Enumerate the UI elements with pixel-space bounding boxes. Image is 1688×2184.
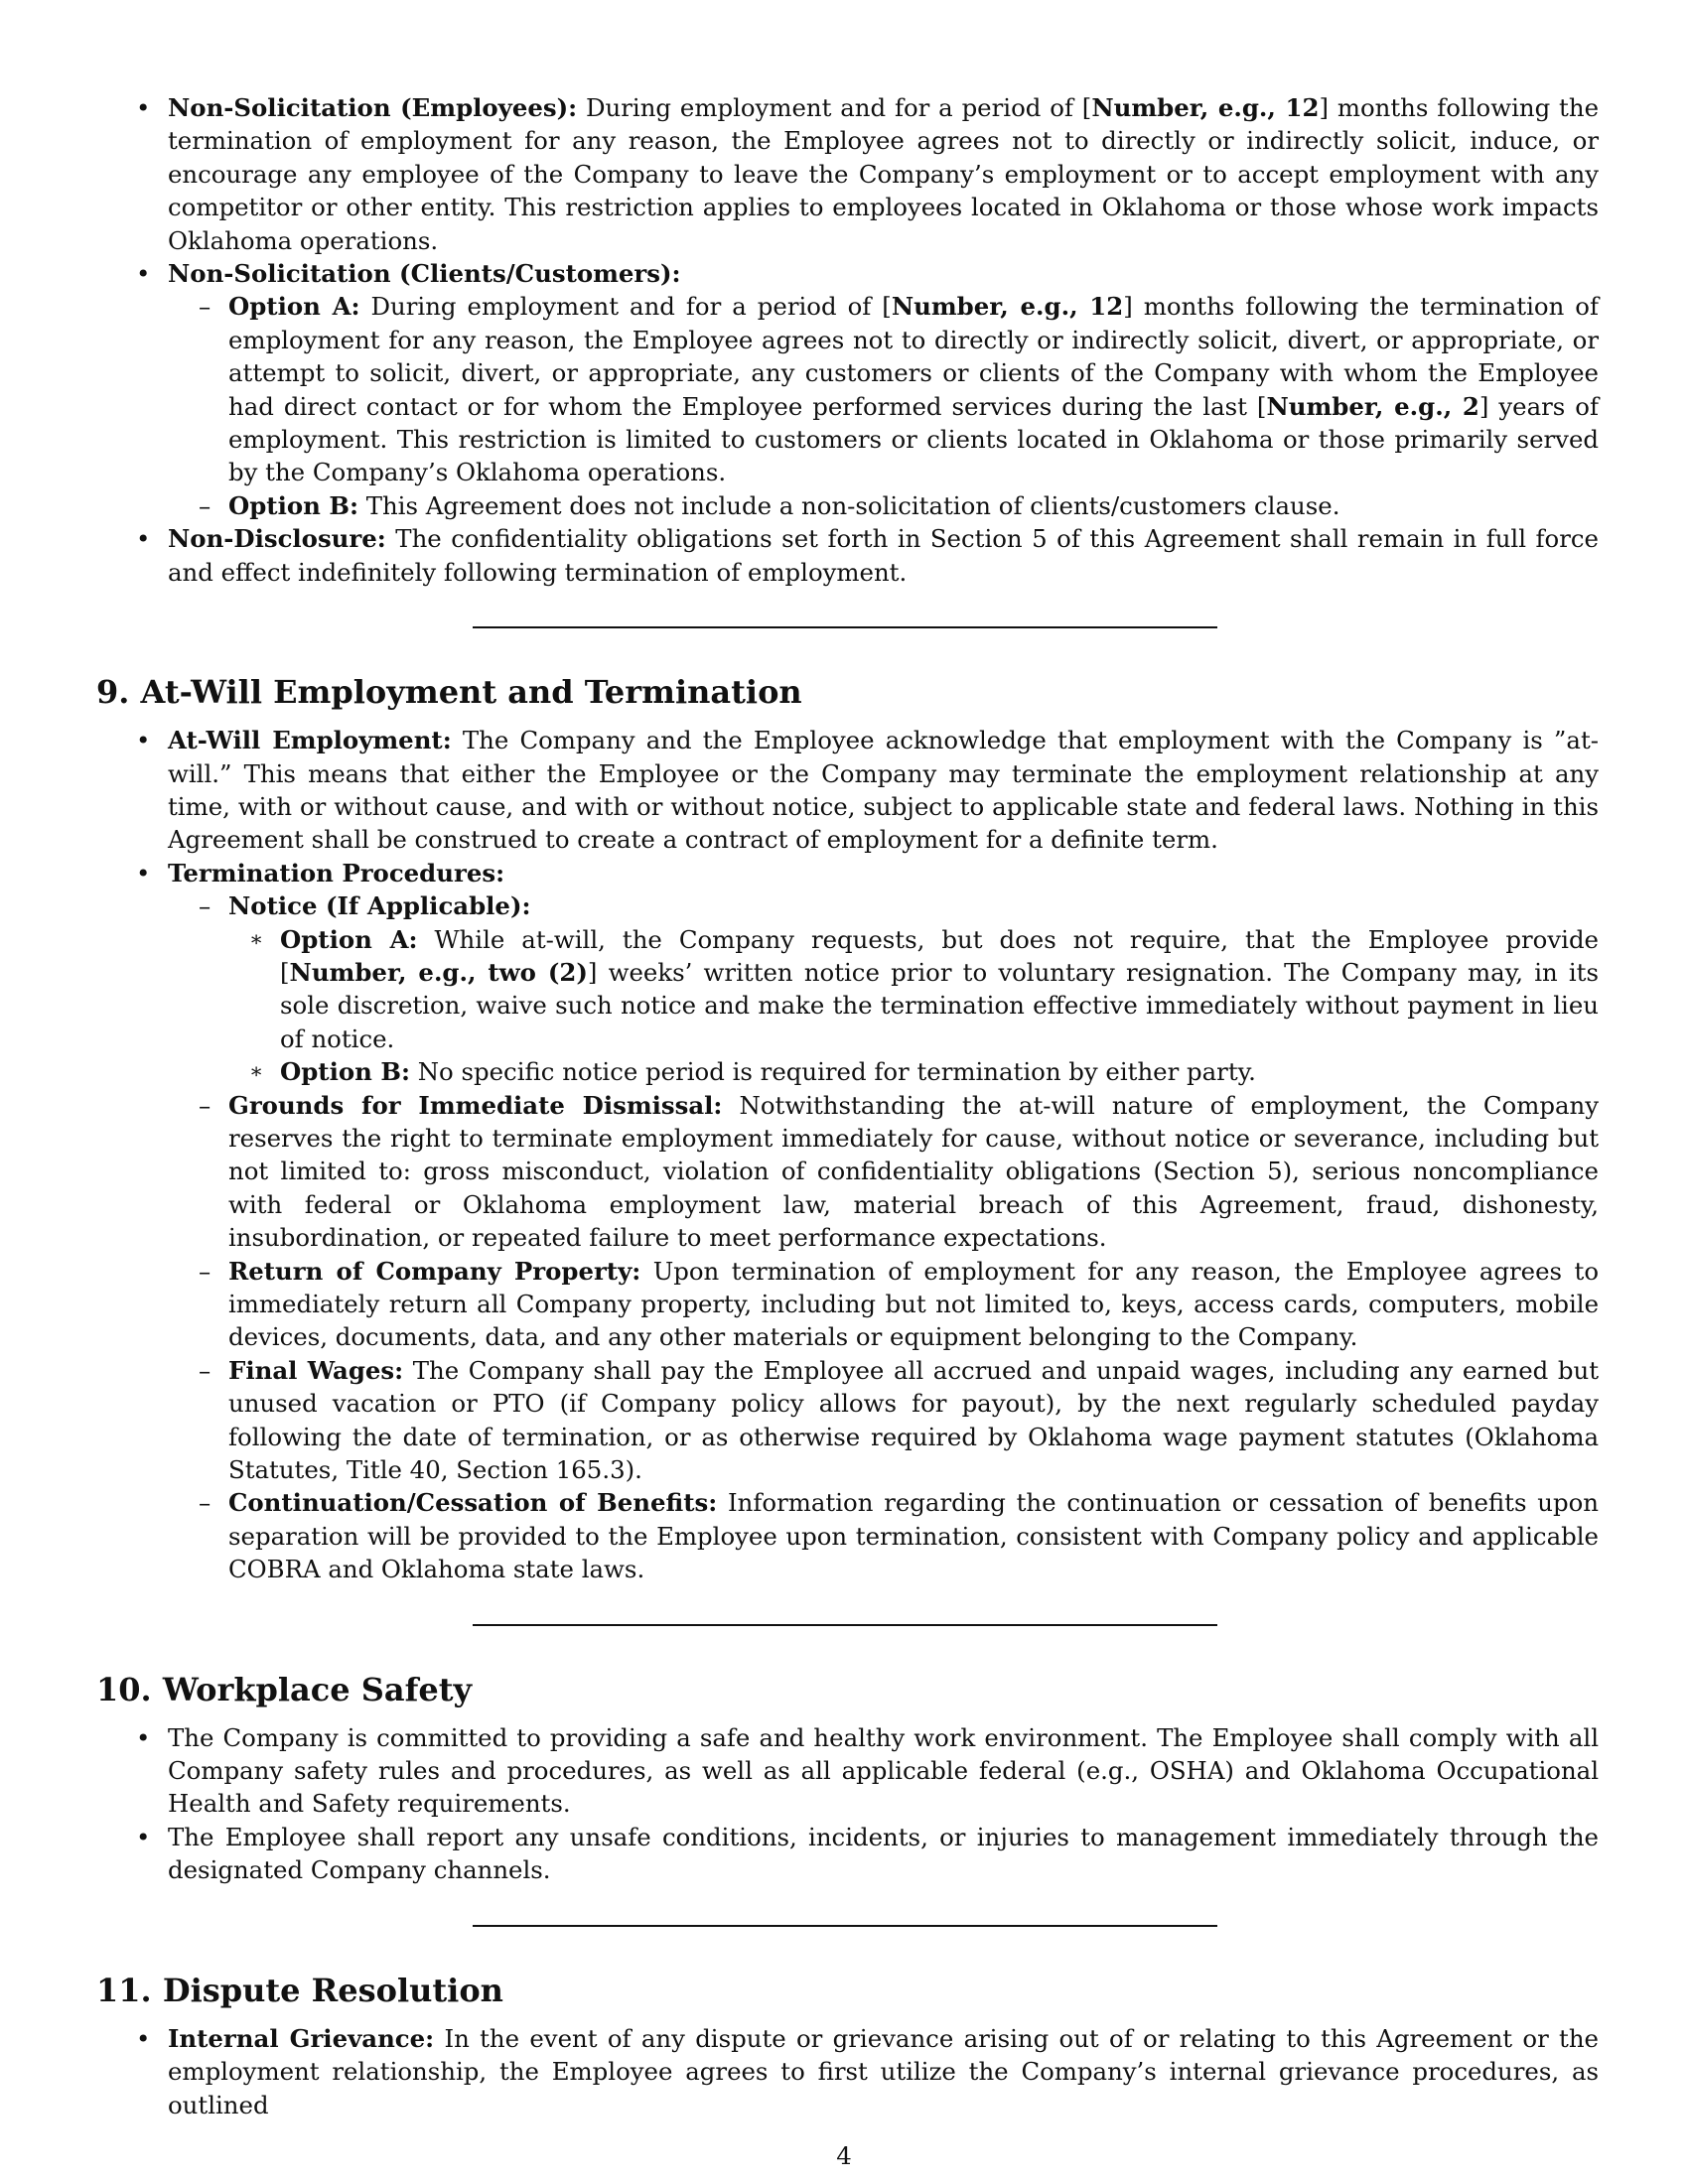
bullet-marker: • [136,858,151,887]
list-subsubitem-notice-option-a [96,923,1599,1056]
paragraph [168,522,1599,589]
item-label: Termination Procedures: [168,858,505,887]
list-item-non-disclosure [96,522,1599,589]
bullet-marker: • [136,2023,151,2053]
list-subsubitem-notice-option-b [96,1055,1599,1088]
bullet-marker: • [136,1822,151,1851]
paragraph [280,923,1599,1056]
list-subitem-grounds [96,1089,1599,1255]
list-subitem-benefits [96,1486,1599,1585]
list-item-non-solicitation-clients [96,257,1599,290]
item-text: Information regarding the continuation or cessation of benefits upon separation will be provided to the Employee upon termination, consistent with Company policy and applicable COBRA and Oklahoma state laws. [228,1488,1599,1584]
section-divider [473,1925,1217,1927]
paragraph [168,724,1599,857]
list-subitem-notice [96,889,1599,922]
list-subitem-option-b [96,489,1599,522]
paragraph [168,2022,1599,2121]
section-divider [473,626,1217,628]
paragraph [228,1486,1599,1585]
asterisk-marker: ∗ [249,1059,264,1084]
bullet-marker: • [136,1722,151,1752]
item-text: ] years of employment. This restriction is limited to customers or clients located in Oklahoma or those primarily served by the Company’s Oklahoma operations. [228,391,1600,487]
asterisk-marker: ∗ [249,926,264,951]
paragraph [280,1055,1599,1088]
section-heading: 10. Workplace Safety [96,1670,473,1708]
item-text: While at-will, the Company requests, but does not require, that the Employee provide [ [280,924,1599,987]
bullet-marker: • [136,726,151,755]
dash-marker: – [199,1488,211,1518]
paragraph [228,1089,1599,1255]
dash-marker: – [199,1355,211,1385]
item-label: Option B: [228,490,358,520]
item-label: Internal Grievance: [168,2023,435,2053]
list-item-safety-reporting [96,1821,1599,1887]
paragraph: The Employee shall report any unsafe conditions, incidents, or injuries to management immediately through the designated Company channels. [168,1822,1599,1885]
item-label: Option A: [280,924,418,954]
placeholder-field: Number, e.g., 12 [891,292,1124,322]
placeholder-field: Number, e.g., two (2) [289,957,588,987]
item-label: Option A: [228,292,360,322]
dash-marker: – [199,1090,211,1120]
item-label: Option B: [280,1057,410,1087]
dash-marker: – [199,1256,211,1286]
list-item-internal-grievance [96,2022,1599,2121]
item-label: Grounds for Immediate Dismissal: [228,1090,723,1120]
bullet-marker: • [136,93,151,122]
item-label: Non-Disclosure: [168,524,386,554]
list-item-at-will [96,724,1599,857]
item-text: No specific notice period is required for termination by either party. [409,1057,1256,1087]
paragraph: The Company is committed to providing a safe and healthy work environment. The Employee shall comply with all Company safety rules and procedures, as well as all applicable federal (e.g., OSHA) and Oklahoma Occupational Health and Safety requirements. [168,1722,1599,1819]
item-text: ] months following the termination of employment for any reason, the Employee agrees not to directly or indirectly solicit, divert, or appropriate, or attempt to solicit, divert, or appropriate, any customers or clients of the Company with whom the Employee had direct contact or for whom the Employee performed services during the last [ [228,292,1599,421]
item-text: The Company shall pay the Employee all accrued and unpaid wages, including any earned but unused vacation or PTO (if Company policy allows for payout), by the next regularly scheduled payday following the date of termination, or as otherwise required by Oklahoma wage payment statutes (Oklahoma Statutes, Title 40, Section 165.3). [228,1355,1599,1485]
placeholder-field: Number, e.g., 2 [1266,391,1479,421]
paragraph [228,489,1599,522]
section-heading: 9. At-Will Employment and Termination [96,673,802,712]
item-text: Notwithstanding the at-will nature of employment, the Company reserves the right to terminate employment immediately for cause, without notice or severance, including but not limited to: gross misconduct, violation of confidentiality obligations (Section 5), serious noncompliance with federal or Oklahoma employment law, material breach of this Agreement, fraud, dishonesty, insubordination, or repeated failure to meet performance expectations. [228,1090,1599,1253]
paragraph [228,1255,1599,1354]
paragraph [168,91,1599,257]
list-subitem-final-wages [96,1354,1599,1487]
list-subitem-option-a [96,290,1599,488]
paragraph [228,290,1599,488]
bullet-marker: • [136,259,151,289]
paragraph [168,857,1599,889]
item-label: Return of Company Property: [228,1256,641,1286]
dash-marker: – [199,891,211,921]
item-text: ] months following the termination of employment for any reason, the Employee agrees not to directly or indirectly solicit, induce, or encourage any employee of the Company to leave the Company’s employment or to accept employment with any competitor or other entity. This restriction applies to employees located in Oklahoma or those whose work impacts Oklahoma operations. [168,93,1599,255]
item-label: Notice (If Applicable): [228,891,531,921]
dash-marker: – [199,292,211,322]
list-subitem-return-property [96,1255,1599,1354]
item-text: In the event of any dispute or grievance arising out of or relating to this Agreement or the employment relationship, the Employee agrees to first utilize the Company’s internal grievance procedures, as outlined [168,2023,1599,2119]
item-text: This Agreement does not include a non-solicitation of clients/customers clause. [357,490,1340,520]
bullet-marker: • [136,524,151,554]
item-label: Continuation/Cessation of Benefits: [228,1488,718,1518]
item-text: The Company and the Employee acknowledge that employment with the Company is ”at-will.” This means that either the Employee or the Company may terminate the employment relationship at any time, with or without cause, and with or without notice, subject to applicable state and federal laws. Nothing in this Agreement shall be construed to create a contract of employment for a definite term. [168,726,1599,855]
section-heading: 11. Dispute Resolution [96,1971,503,2009]
item-label: Non-Solicitation (Clients/Customers): [168,259,681,289]
list-item-safety-commitment [96,1721,1599,1821]
placeholder-field: Number, e.g., 12 [1091,93,1320,122]
page-number: 4 [836,2141,852,2170]
section-divider [473,1624,1217,1626]
item-text: Upon termination of employment for any reason, the Employee agrees to immediately return all Company property, including but not limited to, keys, access cards, computers, mobile devices, documents, data, and any other materials or equipment belonging to the Company. [228,1256,1600,1352]
paragraph [228,889,1599,922]
page-content [96,91,1599,2121]
item-label: At-Will Employment: [168,726,452,755]
item-label: Final Wages: [228,1355,404,1385]
list-item-non-solicitation-employees [96,91,1599,257]
paragraph [228,1354,1599,1487]
dash-marker: – [199,490,211,520]
item-text: During employment and for a period of [ [577,93,1092,122]
item-text: ] weeks’ written notice prior to voluntary resignation. The Company may, in its sole discretion, waive such notice and make the termination effective immediately without payment in lieu of notice. [280,957,1599,1053]
item-text: The confidentiality obligations set forth in Section 5 of this Agreement shall remain in full force and effect indefinitely following termination of employment. [168,524,1599,587]
item-label: Non-Solicitation (Employees): [168,93,578,122]
paragraph [168,257,1599,290]
item-text: During employment and for a period of [ [359,292,892,322]
list-item-termination-procedures [96,857,1599,889]
